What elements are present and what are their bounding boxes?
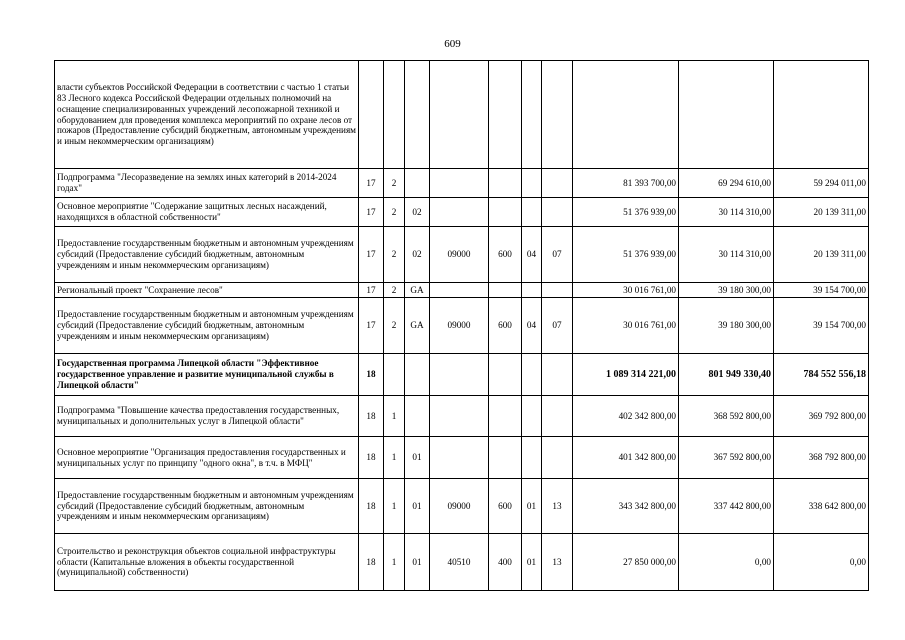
code-cell xyxy=(489,354,522,396)
code-cell xyxy=(522,169,542,198)
table-row xyxy=(55,354,869,396)
code-cell: 09000 xyxy=(430,227,489,283)
code-cell: 01 xyxy=(405,479,430,534)
code-cell xyxy=(542,396,573,437)
amount-cell: 784 552 556,18 xyxy=(774,354,869,396)
code-cell xyxy=(489,169,522,198)
code-cell xyxy=(430,61,489,169)
code-cell: 04 xyxy=(522,227,542,283)
amount-cell: 0,00 xyxy=(679,534,774,591)
code-cell: 02 xyxy=(405,227,430,283)
code-cell: 2 xyxy=(384,198,405,227)
code-cell: 40510 xyxy=(430,534,489,591)
code-cell: 600 xyxy=(489,479,522,534)
table-row xyxy=(55,61,869,169)
code-cell: 07 xyxy=(542,227,573,283)
amount-cell: 39 180 300,00 xyxy=(679,298,774,354)
code-cell: 2 xyxy=(384,227,405,283)
code-cell: 01 xyxy=(522,479,542,534)
code-cell xyxy=(359,61,384,169)
amount-cell: 59 294 011,00 xyxy=(774,169,869,198)
code-cell: 09000 xyxy=(430,298,489,354)
amount-cell: 39 180 300,00 xyxy=(679,283,774,298)
amount-cell: 402 342 800,00 xyxy=(573,396,679,437)
table-row xyxy=(55,298,869,354)
code-cell xyxy=(522,396,542,437)
code-cell xyxy=(430,396,489,437)
amount-cell xyxy=(774,61,869,169)
amount-cell: 39 154 700,00 xyxy=(774,283,869,298)
table-row xyxy=(55,534,869,591)
code-cell xyxy=(489,283,522,298)
row-name-cell: Предоставление государственным бюджетным и автономным учреждениям субсидий (Предоставление субсидий бюджетным, автономным учреждениям и иным некоммерческим организациям) xyxy=(55,479,359,534)
table-row xyxy=(55,283,869,298)
code-cell: 04 xyxy=(522,298,542,354)
code-cell: 1 xyxy=(384,396,405,437)
row-name-cell: Подпрограмма "Лесоразведение на землях иных категорий в 2014-2024 годах" xyxy=(55,169,359,198)
amount-cell: 20 139 311,00 xyxy=(774,227,869,283)
code-cell: 18 xyxy=(359,534,384,591)
code-cell xyxy=(522,354,542,396)
code-cell xyxy=(405,354,430,396)
code-cell xyxy=(430,354,489,396)
code-cell: 13 xyxy=(542,534,573,591)
row-name-cell: Основное мероприятие "Содержание защитных лесных насаждений, находящихся в областной собственности" xyxy=(55,198,359,227)
amount-cell: 30 114 310,00 xyxy=(679,227,774,283)
amount-cell: 20 139 311,00 xyxy=(774,198,869,227)
code-cell xyxy=(489,61,522,169)
code-cell xyxy=(542,437,573,479)
code-cell xyxy=(542,61,573,169)
amount-cell: 51 376 939,00 xyxy=(573,198,679,227)
code-cell xyxy=(522,283,542,298)
code-cell: 2 xyxy=(384,298,405,354)
code-cell: 2 xyxy=(384,169,405,198)
amount-cell: 0,00 xyxy=(774,534,869,591)
budget-table xyxy=(54,60,869,591)
code-cell: 18 xyxy=(359,437,384,479)
amount-cell: 27 850 000,00 xyxy=(573,534,679,591)
table-row xyxy=(55,169,869,198)
code-cell xyxy=(489,198,522,227)
code-cell xyxy=(430,437,489,479)
row-name-cell: Региональный проект "Сохранение лесов" xyxy=(55,283,359,298)
amount-cell xyxy=(573,61,679,169)
code-cell: 02 xyxy=(405,198,430,227)
code-cell: 17 xyxy=(359,283,384,298)
code-cell: 17 xyxy=(359,298,384,354)
code-cell: 2 xyxy=(384,283,405,298)
code-cell: 17 xyxy=(359,169,384,198)
code-cell: 1 xyxy=(384,437,405,479)
code-cell: 1 xyxy=(384,479,405,534)
code-cell xyxy=(542,198,573,227)
table-row xyxy=(55,198,869,227)
amount-cell: 401 342 800,00 xyxy=(573,437,679,479)
amount-cell: 337 442 800,00 xyxy=(679,479,774,534)
amount-cell: 39 154 700,00 xyxy=(774,298,869,354)
code-cell: 600 xyxy=(489,298,522,354)
code-cell xyxy=(522,437,542,479)
amount-cell: 367 592 800,00 xyxy=(679,437,774,479)
code-cell xyxy=(384,354,405,396)
amount-cell: 51 376 939,00 xyxy=(573,227,679,283)
code-cell: GA xyxy=(405,298,430,354)
code-cell: 17 xyxy=(359,198,384,227)
code-cell: 17 xyxy=(359,227,384,283)
table-row xyxy=(55,227,869,283)
code-cell: 1 xyxy=(384,534,405,591)
code-cell: 01 xyxy=(405,437,430,479)
row-name-cell: Государственная программа Липецкой области "Эффективное государственное управление и развитие муниципальной службы в Липецкой области" xyxy=(55,354,359,396)
code-cell xyxy=(522,61,542,169)
code-cell xyxy=(522,198,542,227)
table-row xyxy=(55,437,869,479)
amount-cell: 30 016 761,00 xyxy=(573,283,679,298)
code-cell xyxy=(384,61,405,169)
code-cell xyxy=(542,283,573,298)
code-cell xyxy=(430,198,489,227)
amount-cell: 369 792 800,00 xyxy=(774,396,869,437)
code-cell xyxy=(405,61,430,169)
code-cell xyxy=(489,437,522,479)
code-cell xyxy=(405,396,430,437)
code-cell xyxy=(430,283,489,298)
amount-cell: 343 342 800,00 xyxy=(573,479,679,534)
code-cell xyxy=(489,396,522,437)
code-cell: 18 xyxy=(359,396,384,437)
amount-cell: 368 592 800,00 xyxy=(679,396,774,437)
code-cell: 09000 xyxy=(430,479,489,534)
code-cell: 01 xyxy=(405,534,430,591)
code-cell: GA xyxy=(405,283,430,298)
page-number: 609 xyxy=(444,38,461,50)
amount-cell xyxy=(679,61,774,169)
amount-cell: 1 089 314 221,00 xyxy=(573,354,679,396)
amount-cell: 30 114 310,00 xyxy=(679,198,774,227)
code-cell: 400 xyxy=(489,534,522,591)
code-cell xyxy=(542,354,573,396)
table-row xyxy=(55,479,869,534)
amount-cell: 30 016 761,00 xyxy=(573,298,679,354)
code-cell xyxy=(542,169,573,198)
amount-cell: 69 294 610,00 xyxy=(679,169,774,198)
row-name-cell: Основное мероприятие "Организация предоставления государственных и муниципальных услуг по принципу "одного окна", в т.ч. в МФЦ" xyxy=(55,437,359,479)
amount-cell: 81 393 700,00 xyxy=(573,169,679,198)
row-name-cell: Подпрограмма "Повышение качества предоставления государственных, муниципальных и дополнительных услуг в Липецкой области" xyxy=(55,396,359,437)
row-name-cell: Предоставление государственным бюджетным и автономным учреждениям субсидий (Предоставление субсидий бюджетным, автономным учреждениям и иным некоммерческим организациям) xyxy=(55,298,359,354)
row-name-cell: власти субъектов Российской Федерации в соответствии с частью 1 статьи 83 Лесного кодекса Российской Федерации отдельных полномочий на оснащение специализированных учреждений лесопожарной техникой и оборудованием для проведения комплекса мероприятий по охране лесов от пожаров (Предоставление субсидий бюджетным, автономным учреждениям и иным некоммерческим организациям) xyxy=(55,61,359,169)
code-cell: 01 xyxy=(522,534,542,591)
code-cell xyxy=(430,169,489,198)
amount-cell: 801 949 330,40 xyxy=(679,354,774,396)
row-name-cell: Предоставление государственным бюджетным и автономным учреждениям субсидий (Предоставление субсидий бюджетным, автономным учреждениям и иным некоммерческим организациям) xyxy=(55,227,359,283)
code-cell xyxy=(405,169,430,198)
table-row xyxy=(55,396,869,437)
code-cell: 18 xyxy=(359,354,384,396)
code-cell: 13 xyxy=(542,479,573,534)
row-name-cell: Строительство и реконструкция объектов социальной инфраструктуры области (Капитальные вложения в объекты государственной (муниципальной) собственности) xyxy=(55,534,359,591)
code-cell: 18 xyxy=(359,479,384,534)
code-cell: 600 xyxy=(489,227,522,283)
amount-cell: 338 642 800,00 xyxy=(774,479,869,534)
amount-cell: 368 792 800,00 xyxy=(774,437,869,479)
code-cell: 07 xyxy=(542,298,573,354)
